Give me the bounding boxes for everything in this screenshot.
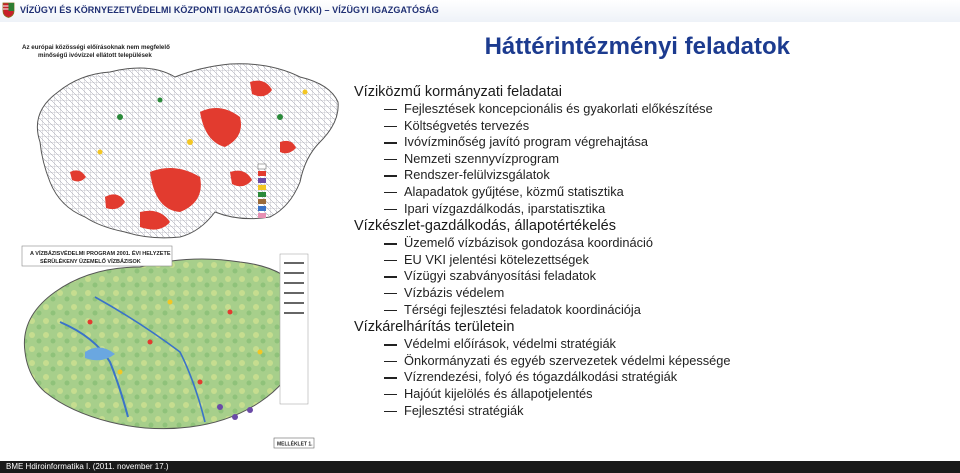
dash-bullet-icon (384, 126, 397, 127)
dash-bullet-icon (384, 411, 397, 412)
list-item: Térségi fejlesztési feladatok koordinációja (354, 302, 954, 319)
header-bar (0, 0, 960, 22)
dash-bullet-icon (384, 109, 397, 110)
bottom-map-caption-line1: A VÍZBÁZISVÉDELMI PROGRAM 2001. ÉVI HELYZETE (30, 251, 171, 257)
list-item: Ivóvízminőség javító program végrehajtása (354, 134, 954, 151)
list-item: Üzemelő vízbázisok gondozása koordináció (354, 235, 954, 252)
section-heading: Víziközmű kormányzati feladatai (354, 84, 562, 100)
list-item: Rendszer-felülvizsgálatok (354, 167, 954, 184)
dash-bullet-icon (384, 192, 397, 193)
maps-panel (0, 22, 352, 460)
dash-bullet-icon (384, 209, 397, 210)
list-item: Nemzeti szennyvízprogram (354, 151, 954, 168)
list-item: Védelmi előírások, védelmi stratégiák (354, 336, 954, 353)
list-item: Fejlesztések koncepcionális és gyakorlati előkészítése (354, 101, 954, 118)
dash-bullet-icon (384, 159, 397, 160)
organization-name: VÍZÜGYI ÉS KÖRNYEZETVÉDELMI KÖZPONTI IGAZGATÓSÁG (VKKI) – VÍZÜGYI IGAZGATÓSÁG (20, 5, 439, 15)
dash-bullet-icon (384, 243, 397, 244)
list-item: Költségvetés tervezés (354, 118, 954, 135)
bottom-map-caption-line2: SÉRÜLÉKENY ÜZEMELŐ VÍZBÁZISOK (40, 259, 141, 265)
list-item: EU VKI jelentési kötelezettségek (354, 252, 954, 269)
dash-bullet-icon (384, 361, 397, 362)
footer-bar (0, 461, 960, 473)
dash-bullet-icon (384, 276, 397, 277)
list-item: Hajóút kijelölés és állapotjelentés (354, 386, 954, 403)
section-heading: Vízkárelhárítás területein (354, 319, 515, 336)
dash-bullet-icon (384, 142, 397, 143)
list-item: Ipari vízgazdálkodás, iparstatisztika (354, 201, 954, 218)
footer-text: BME Hdiroinformatika I. (2011. november 17.) (6, 462, 169, 471)
bottom-map (12, 240, 314, 460)
task-list (354, 83, 954, 419)
section-heading: Vízkészlet-gazdálkodás, állapotértékelés (354, 218, 616, 235)
coat-of-arms-icon (2, 2, 15, 18)
bottom-map-tag: MELLÉKLET 1. (277, 441, 313, 448)
dash-bullet-icon (384, 293, 397, 294)
list-item: Vízbázis védelem (354, 285, 954, 302)
dash-bullet-icon (384, 377, 397, 378)
dash-bullet-icon (384, 260, 397, 261)
list-item: Vízrendezési, folyó és tógazdálkodási stratégiák (354, 369, 954, 386)
list-item: Fejlesztési stratégiák (354, 403, 954, 420)
list-item: Vízügyi szabványosítási feladatok (354, 268, 954, 285)
dash-bullet-icon (384, 175, 397, 176)
maps-illustration (0, 22, 352, 460)
dash-bullet-icon (384, 310, 397, 311)
top-map-caption-line2: minőségű ivóvízzel ellátott települések (38, 52, 152, 59)
dash-bullet-icon (384, 344, 397, 345)
top-map-caption-line1: Az európai közösségi előírásoknak nem megfelelő (22, 44, 170, 51)
slide-title: Háttérintézményi feladatok (484, 33, 790, 60)
list-item: Alapadatok gyűjtése, közmű statisztika (354, 184, 954, 201)
top-map (8, 34, 338, 244)
dash-bullet-icon (384, 394, 397, 395)
list-item: Önkormányzati és egyéb szervezetek védelmi képessége (354, 353, 954, 370)
